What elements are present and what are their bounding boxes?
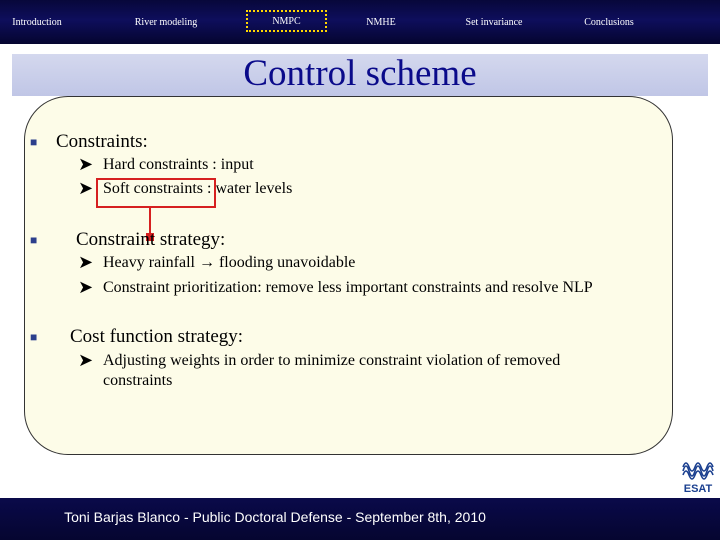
nav-item-conclusions[interactable]: Conclusions <box>584 16 634 28</box>
highlight-box <box>96 178 216 208</box>
nav-item-nmpc[interactable]: NMPC <box>246 10 327 32</box>
nav-item-set-invariance[interactable]: Set invariance <box>465 16 523 28</box>
nav-item-introduction[interactable]: Introduction <box>12 16 62 28</box>
esat-logo-text: ESAT <box>683 483 713 495</box>
slide-title: Control scheme <box>243 53 477 94</box>
section-heading-constraint-strategy: Constraint strategy: <box>76 229 226 250</box>
arrow-bullet-icon: ➤ <box>78 350 94 371</box>
list-item-continuation: constraints <box>103 372 173 389</box>
arrow-bullet-icon: ➤ <box>78 252 94 273</box>
section-heading-constraints: Constraints: <box>56 131 148 152</box>
bullet-square-icon: ■ <box>30 330 38 344</box>
arrow-bullet-icon: ➤ <box>78 277 94 298</box>
bullet-square-icon: ■ <box>30 135 38 149</box>
top-nav-bar <box>0 0 720 44</box>
nav-item-nmhe[interactable]: NMHE <box>366 16 396 28</box>
list-item: Hard constraints : input <box>103 156 254 173</box>
list-item: Adjusting weights in order to minimize constraint violation of removed <box>103 352 561 369</box>
list-item: Heavy rainfall → flooding unavoidable <box>103 254 356 271</box>
section-heading-cost-function: Cost function strategy: <box>70 326 244 347</box>
arrow-bullet-icon: ➤ <box>78 178 94 199</box>
bullet-square-icon: ■ <box>30 233 38 247</box>
list-item: Constraint prioritization: remove less important constraints and resolve NLP <box>103 279 593 296</box>
arrow-bullet-icon: ➤ <box>78 154 94 175</box>
list-item: Soft constraints : water levels <box>103 180 293 197</box>
footer-text: Toni Barjas Blanco - Public Doctoral Defense - September 8th, 2010 <box>64 509 486 525</box>
nav-item-river-modeling[interactable]: River modeling <box>134 16 198 28</box>
esat-logo-icon <box>680 456 716 496</box>
